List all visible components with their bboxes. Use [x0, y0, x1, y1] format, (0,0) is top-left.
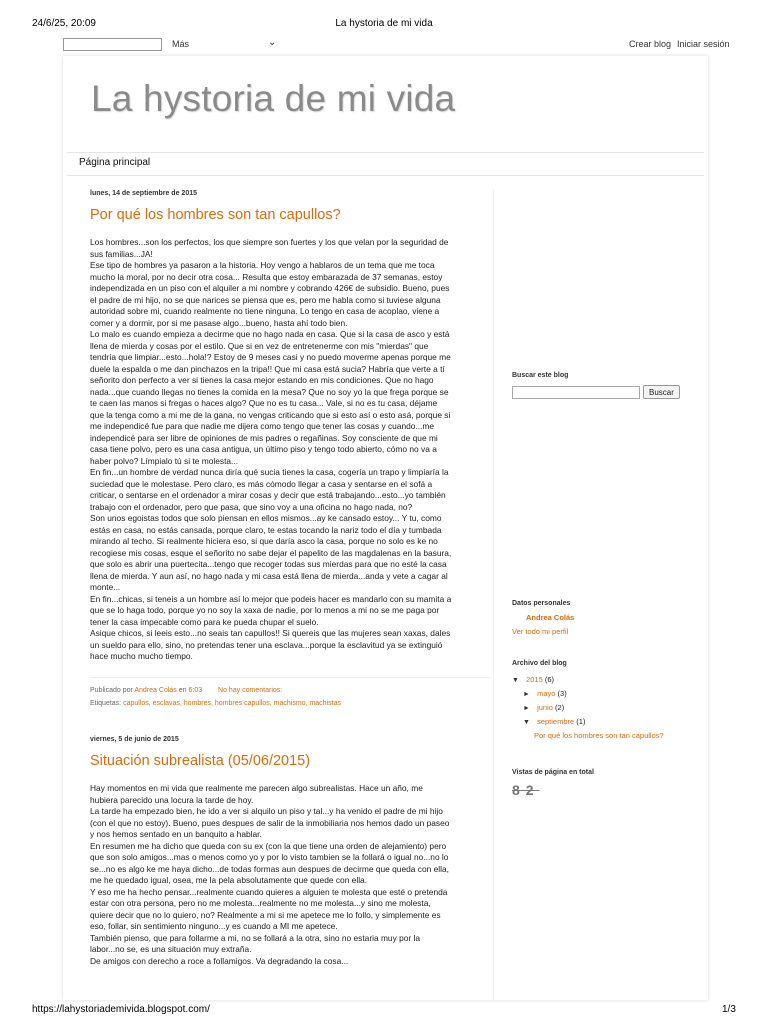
archive-widget-title: Archivo del blog — [512, 660, 567, 667]
archive-month[interactable] — [523, 715, 702, 729]
post-time-link[interactable]: 6:03 — [188, 686, 203, 694]
blog-search-input[interactable] — [512, 386, 640, 399]
sidebar — [512, 372, 692, 798]
sign-in-link[interactable]: Iniciar sesión — [677, 39, 730, 49]
archive-month-link[interactable]: mayo — [537, 689, 556, 698]
search-button[interactable]: Buscar — [643, 385, 680, 399]
profile-widget-title: Datos personales — [512, 600, 571, 607]
post-title[interactable]: Por qué los hombres son tan capullos? — [90, 207, 341, 223]
post-author-link[interactable]: Andrea Colás — [134, 686, 177, 694]
pageviews-widget-title: Vistas de página en total — [512, 769, 594, 776]
archive-count: (6) — [544, 675, 555, 684]
sidebar-divider — [493, 190, 494, 1000]
archive-month[interactable] — [523, 687, 702, 701]
post-date: viernes, 5 de junio de 2015 — [90, 736, 179, 743]
post-date: lunes, 14 de septiembre de 2015 — [90, 190, 197, 197]
archive-month-link[interactable]: septiembre — [537, 717, 575, 726]
print-footer — [0, 1000, 768, 1024]
archive-widget — [512, 660, 702, 743]
print-header — [0, 0, 768, 34]
view-profile-link[interactable]: Ver todo mi perfil — [512, 627, 569, 636]
archive-count: (1) — [576, 717, 586, 726]
more-menu[interactable]: Más — [172, 39, 190, 49]
profile-author-link[interactable]: Andrea Colás — [526, 613, 575, 622]
profile-widget — [512, 600, 574, 636]
expand-triangle-icon[interactable]: ► — [523, 705, 530, 712]
search-widget-title: Buscar este blog — [512, 372, 569, 379]
search-widget — [512, 372, 692, 399]
tab-home[interactable]: Página principal — [79, 157, 151, 168]
archive-count: (3) — [557, 689, 567, 698]
post — [90, 190, 490, 710]
create-blog-link[interactable]: Crear blog — [629, 39, 672, 49]
at-label: en — [178, 686, 187, 694]
published-by-label: Publicado por — [90, 686, 133, 694]
blogger-navbar — [0, 34, 768, 56]
pageviews-counter: 82 — [512, 782, 540, 798]
post — [90, 736, 490, 967]
navbar-search-input[interactable] — [63, 38, 162, 51]
print-date: 24/6/25, 20:09 — [32, 18, 96, 29]
print-title: La hystoria de mi vida — [335, 18, 433, 29]
post-body: Los hombres...son los perfectos, los que siempre son fuertes y los que velan por la seguridad de sus familias...JA! Ese tipo de hombres ya pasaron a la historia. Hoy vengo a hablaros de un tema que me toca mucho la moral, por no decir otra cosa... Resulta que estoy embarazada de 37 semanas, estoy independizada en un piso con el alquiler a mi nombre y cobrando 426€ de subsidio. Bueno, pues el padre de mi hijo, no se que narices se piensa que es, pero me habla como si tuviese alguna autoridad sobre mi, cuando realmente no tiene ninguna. Lo tengo en casa de acoplao, viene a comer y a dormir, por si me pasase algo...bueno, hasta ahí todo bien. Lo malo es cuando empieza a decirme que no hago nada en casa. Que si la casa de asco y está llena de mierda y cosas por el estilo. Que si en vez de entretenerme con mis "mierdas" que tendría que limpiar...esto...hola!? Estoy de 9 meses casi y no puedo moverme apenas porque me duele la espalda o me dan pinchazos en la tripa!! Que mi casa está sucia? Habría que verte a tí señorito don perfecto a ver si tienes la casa mejor estando en mis condiciones. Que no hago nada...que cuando llegas no tienes la comida en la mesa? Que no soy yo la que frega porque se te caen las manos si fregas o haces algo? Que no es tu casa... Vale, si no es tu casa, déjame que la tenga como a mi me de la gana, no vengas criticando que si esto así o esto asá, porque si me independicé fue para que nadie me dijera como tengo que tener las cosas y cuando...me independicé para ser libre de opiniones de mis padres o regañinas. Soy consciente de que mi casa tiene polvo, pero es una casa antigua, un último piso y tengo todo abierto, cómo no va a haber polvo? Límpialo tú si te molesta... En fin...un hombre de verdad nunca diría qué sucia tienes la casa, cogería un trapo y limpiaría la suciedad que le molestase. Pero claro, es más cómodo llegar a casa y sentarse en el sofá a criticar, o sentarse en el ordenador a mirar cosas y decir que está trabajando...esto...yo también trabajo con el ordenador, pero que pasa, que sino voy a una oficina no hago nada, no? Son unos egoistas todos que solo piensan en ellos mismos...ay ke cansado estoy... Y tu, como estás en casa, no estás cansada, porque claro, te estas tocando la nariz todo el día y tumbada mirando al techo. Si realmente hiciera eso, si que daría asco la casa, porque no solo es ke no recogiese mis cosas, esque el señorito no sabe dejar el papelito de las magdalenas en la basura, que solo es abrir una puertecita...tengo que recoger todas sus mierdas para que no esté la casa llena de mierda. Y aun así, no hago nada y mi casa está llena de mierda...anda y vete a cagar al monte... En fin...chicas, si teneis a un hombre así lo mejor que podeis hacer es mandarlo con su mamita a que se lo haga todo, porque yo no soy la xaxa de nadie, por lo menos a mi no se me paga por tener la casa impecable como para ke pueda chupar el suelo. Asique chicos, si leeis esto...no seais tan capullos!! Si quereis que las mujeres sean xaxas, dales un sueldo para ello, sino, no pretendas tener una esclava...porque la esclavitud ya se extinguió hace mucho mucho tiempo. — [90, 237, 452, 661]
post-title[interactable]: Situación subrealista (05/06/2015) — [90, 753, 311, 769]
comments-link[interactable]: No hay comentarios: — [218, 686, 283, 694]
archive-month-link[interactable]: junio — [537, 703, 553, 712]
archive-year-link[interactable]: 2015 — [526, 675, 543, 684]
archive-post-link[interactable]: Por qué los hombres son tan capullos? — [534, 731, 664, 740]
post-body: Hay momentos en mi vida que realmente me parecen algo subrealistas. Hace un año, me hubiera parecido una locura la tarde de hoy. La tarde ha empezado bien, he ido a ver si alquilo un piso y tal...y ha venido el padre de mi hijo (con el que no estoy). Bueno, pues despues de salir de la inmobiliaria nos hemos dado un paseo y nos hemos sentado en un banquito a hablar. En resumen me ha dicho que queda con su ex (con la que tiene una orden de alejamiento) pero que son solo amigos...mas o menos como yo y por lo visto tambien se la follará o igual no...no lo se...no es algo ke me haya dicho...de todas formas aun despues de decirme que queda con ella, me he quedado igual, osea, me la pela absolutamente que quede con ella. Y eso me ha hecho pensar...realmente cuando quieres a alguien te molesta que esté o pretenda estar con otra persona, pero no me molesta...realmente no me molesta...y sino me molesta, quiere decir que no lo quiero, no? Realmente a mi si me apetece me lo follo, y simplemente es eso, follar, sin sentimiento ninguno...y es cuando a MI me apetece. También pienso, que para follarme a mi, no se follará a la otra, sino no estaria muy por la labor...no se, es una situación muy extraña. De amigos con derecho a roce a follamigos. Va degradando la cosa... — [90, 783, 450, 966]
blog-page — [63, 56, 708, 1000]
archive-year[interactable] — [512, 673, 702, 687]
collapse-triangle-icon[interactable]: ▼ — [523, 719, 530, 726]
print-url: https://lahystoriademivida.blogspot.com/ — [32, 1004, 210, 1015]
post-labels[interactable]: capullos, esclavas, hombres, hombres capullos, machismo, machistas — [123, 699, 341, 707]
collapse-triangle-icon[interactable]: ▼ — [512, 677, 519, 684]
archive-post[interactable] — [534, 729, 702, 743]
post-footer — [90, 677, 490, 710]
print-page-number: 1/3 — [722, 1004, 736, 1015]
expand-triangle-icon[interactable]: ► — [523, 691, 530, 698]
labels-title: Etiquetas: — [90, 699, 122, 707]
blog-title[interactable]: La hystoria de mi vida — [91, 78, 456, 119]
pageviews-widget — [512, 769, 594, 798]
archive-count: (2) — [555, 703, 565, 712]
tabs-bar — [67, 152, 704, 176]
chevron-down-icon[interactable]: ⌄ — [268, 37, 277, 48]
archive-month[interactable] — [523, 701, 702, 715]
